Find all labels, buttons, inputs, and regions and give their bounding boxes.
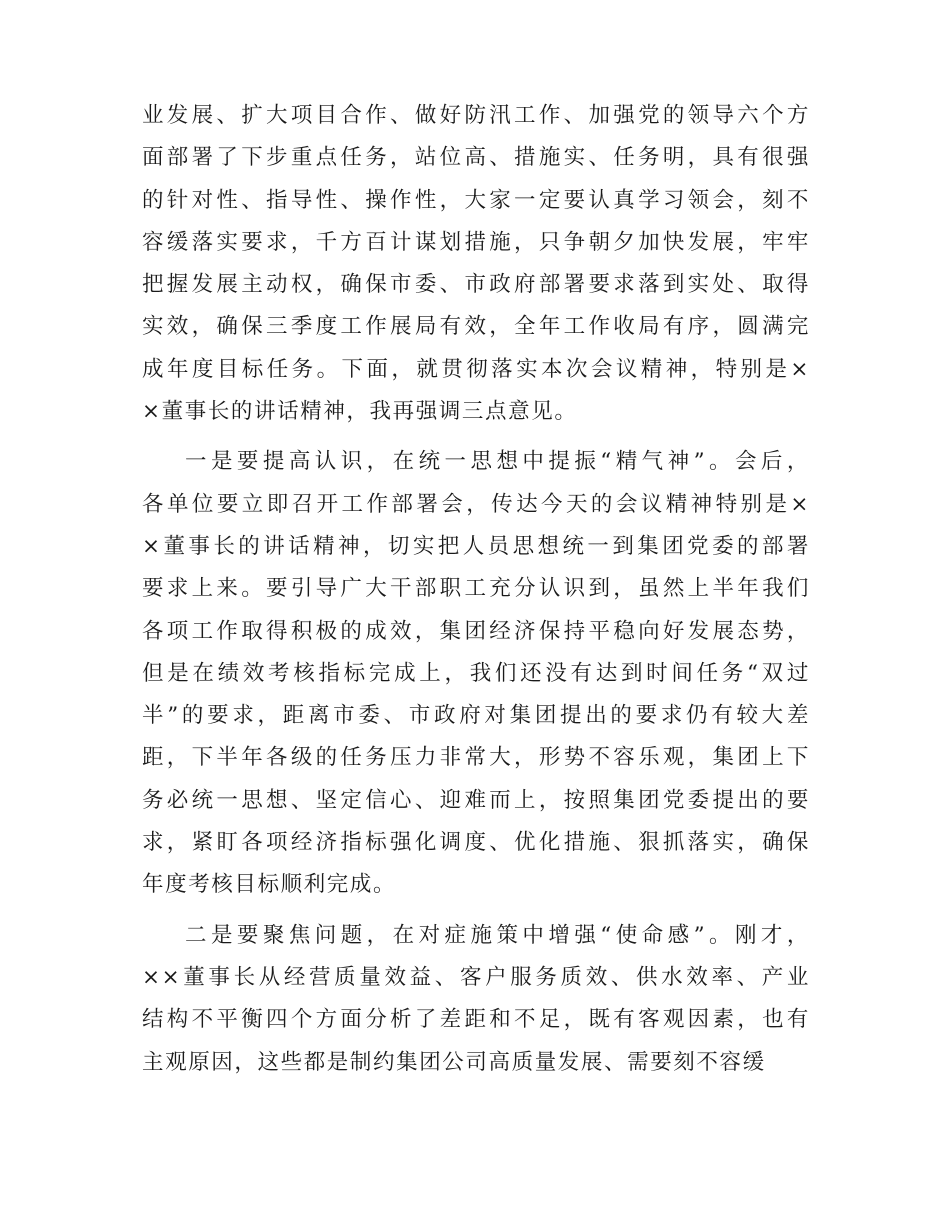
- paragraph: [142, 915, 810, 1084]
- text-line: 的针对性、指导性、操作性，大家一定要认真学习领会，刻不: [142, 187, 810, 213]
- text-line: 结构不平衡四个方面分析了差距和不足，既有客观因素，也有: [142, 1007, 810, 1033]
- text-line: 实效，确保三季度工作展局有效，全年工作收局有序，圆满完: [142, 314, 810, 340]
- text-line: 各单位要立即召开工作部署会，传达今天的会议精神特别是×: [142, 491, 810, 517]
- text-line: 面部署了下步重点任务，站位高、措施实、任务明，具有很强: [142, 145, 810, 171]
- paragraph: [142, 95, 810, 433]
- text-line: 求，紧盯各项经济指标强化调度、优化措施、狠抓落实，确保: [142, 830, 810, 856]
- text-line: 容缓落实要求，千方百计谋划措施，只争朝夕加快发展，牢牢: [142, 229, 810, 255]
- text-line: 成年度目标任务。下面，就贯彻落实本次会议精神，特别是×: [142, 356, 810, 382]
- text-line: ×董事长的讲话精神，我再强调三点意见。: [142, 399, 578, 425]
- text-line: 务必统一思想、坚定信心、迎难而上，按照集团党委提出的要: [142, 787, 810, 813]
- text-line: 各项工作取得积极的成效，集团经济保持平稳向好发展态势，: [142, 618, 810, 644]
- text-line: 主观原因，这些都是制约集团公司高质量发展、需要刻不容缓: [142, 1049, 766, 1075]
- document-body: [142, 95, 810, 1084]
- text-line: 要求上来。要引导广大干部职工充分认识到，虽然上半年我们: [142, 576, 810, 602]
- text-line: 半”的要求，距离市委、市政府对集团提出的要求仍有较大差: [142, 703, 810, 729]
- text-line: 把握发展主动权，确保市委、市政府部署要求落到实处、取得: [142, 272, 810, 298]
- text-line: ××董事长从经营质量效益、客户服务质效、供水效率、产业: [142, 964, 810, 990]
- text-line: 业发展、扩大项目合作、做好防汛工作、加强党的领导六个方: [142, 103, 810, 128]
- text-line: 二是要聚焦问题，在对症施策中增强“使命感”。刚才，: [185, 922, 810, 948]
- text-line: 距，下半年各级的任务压力非常大，形势不容乐观，集团上下: [142, 745, 810, 771]
- text-line: ×董事长的讲话精神，切实把人员思想统一到集团党委的部署: [142, 533, 810, 559]
- text-line: 年度考核目标顺利完成。: [142, 872, 397, 898]
- text-line: 一是要提高认识，在统一思想中提振“精气神”。会后，: [185, 449, 810, 475]
- text-line: 但是在绩效考核指标完成上，我们还没有达到时间任务“双过: [142, 660, 810, 686]
- paragraph: [142, 441, 810, 906]
